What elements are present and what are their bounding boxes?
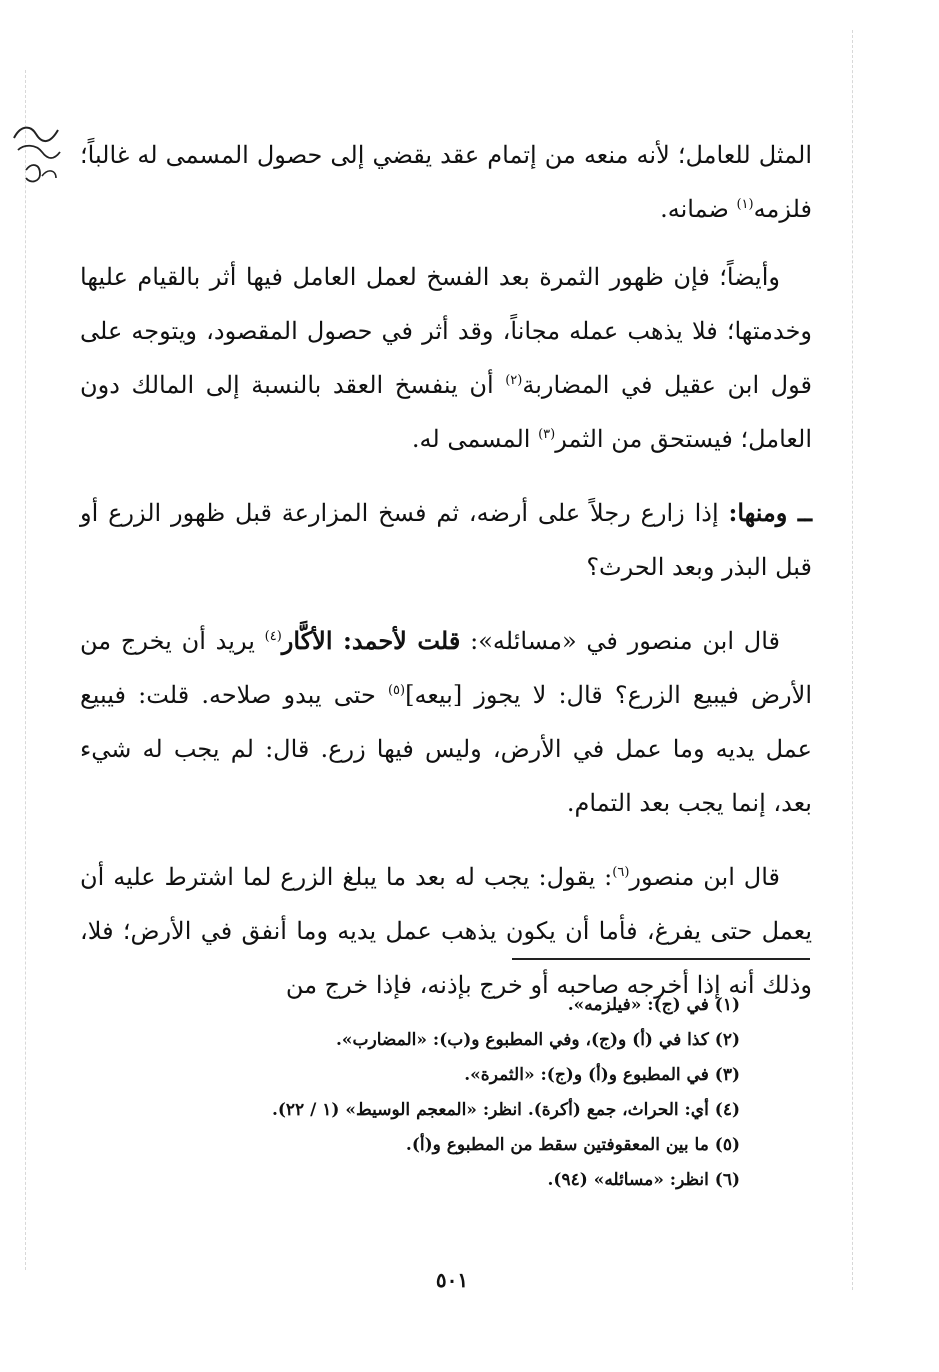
footnote-ref-2: (٢) — [505, 373, 523, 388]
handwritten-margin-note — [6, 118, 66, 198]
paragraph-3: ــ ومنها: إذا زارع رجلاً على أرضه، ثم فسخ المزارعة قبل ظهور الزرع أو قبل البذر وبعد الحرث؟ — [80, 498, 812, 581]
footnote-ref-3: (٣) — [538, 427, 556, 442]
footnote-4: (٤) أي: الحراث، جمع (أكرة). انظر: «المعجم الوسيط» (١ / ٢٢). — [271, 1100, 740, 1120]
footnote-5: (٥) ما بين المعقوفتين سقط من المطبوع و(أ). — [405, 1135, 740, 1155]
section-lead: ــ ومنها: — [728, 498, 812, 527]
footnote-ref-5: (٥) — [387, 683, 406, 698]
paragraph-1: المثل للعامل؛ لأنه منعه من إتمام عقد يقضي إلى حصول المسمى له غالباً؛ فلزمه$^{(١)}$ ضمانه. — [80, 141, 812, 223]
footnote-3: (٣) في المطبوع و(أ) و(ج): «الثمرة». — [464, 1065, 740, 1085]
paragraph-2: وأيضاً؛ فإن ظهور الثمرة بعد الفسخ لعمل العامل فيها أثر بالقيام عليها وخدمتها؛ فلا يذهب عمله مجاناً، وقد أثر في حصول المقصود، ويتوجه على قول ابن عقيل في المضاربة$^{(٢)}$ أن ينفسخ العقد بالنسبة إلى المالك دون العامل؛ فيستحق من الثمر$^{(٣)}$ المسمى له. — [80, 263, 812, 453]
footnote-ref-1: (١) — [736, 197, 754, 212]
footnote-2: (٢) كذا في (أ) و(ج)، وفي المطبوع و(ب): «المضارب». — [335, 1030, 740, 1050]
main-text — [80, 128, 812, 1032]
footnote-1: (١) في (ج): «فيلزمه». — [567, 995, 740, 1015]
footnote-ref-4: (٤) — [264, 629, 282, 644]
paragraph-5: قال ابن منصور$^{(٦)}$: يقول: يجب له بعد ما يبلغ الزرع لما اشترط عليه أن يعمل حتى يفرغ، فأما أن يكون يذهب عمل يديه وما أنفق في الأرض؛ فلا، وذلك أنه إذا أخرجه صاحبه أو خرج بإذنه، فإذا خرج من — [80, 863, 812, 999]
footnote-6: (٦) انظر: «مسائله» (٩٤). — [547, 1170, 740, 1190]
footnote-separator — [512, 958, 810, 960]
scan-edge-left — [25, 70, 26, 1270]
footnotes — [150, 988, 740, 1198]
scan-edge-right — [852, 30, 853, 1290]
page-number: ٥٠١ — [435, 1268, 469, 1292]
paragraph-4: قال ابن منصور في «مسائله»: قلت لأحمد: الأكَّار$^{(٤)}$ يريد أن يخرج من الأرض فيبيع الزرع؟ قال: لا يجوز [بيعه]$^{(٥)}$ حتى يبدو صلاحه. قلت: فيبيع عمل يديه وما عمل في الأرض، وليس فيها زرع. قال: لم يجب له شيء بعد، إنما يجب بعد التمام. — [80, 626, 812, 817]
footnote-ref-6: (٦) — [612, 865, 630, 880]
